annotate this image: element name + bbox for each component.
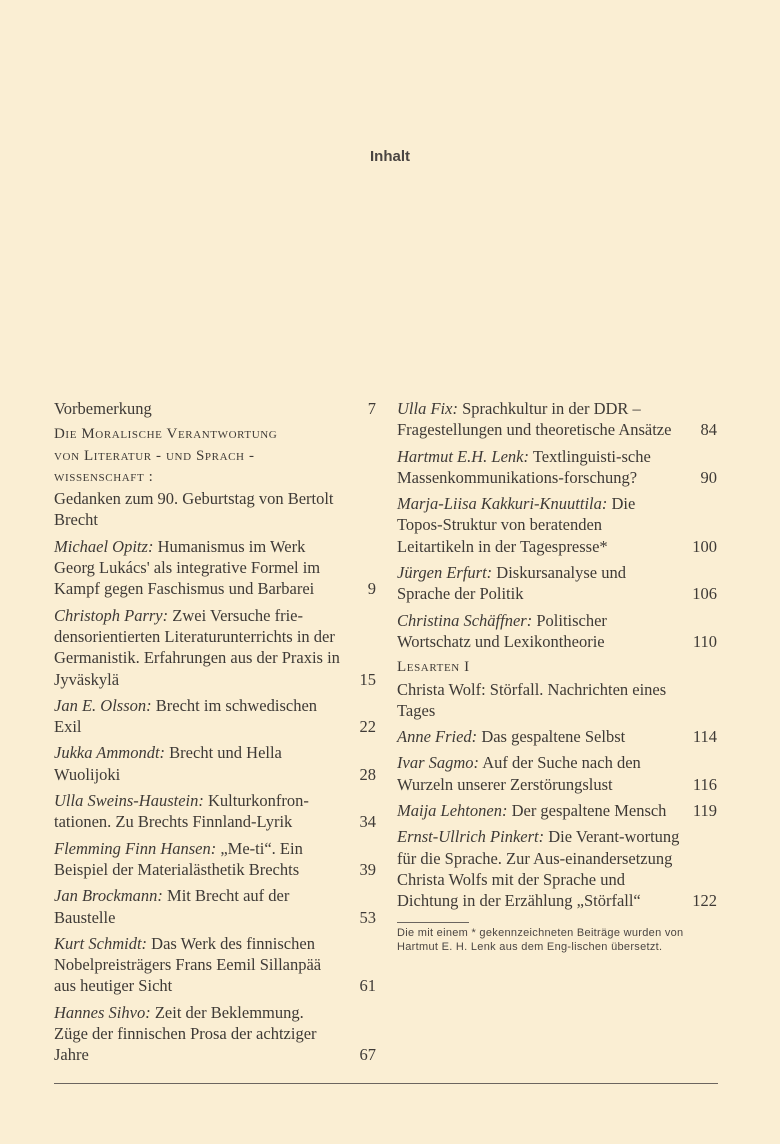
page-number: 61 bbox=[359, 976, 376, 996]
entry-author: Ulla Fix: bbox=[397, 399, 458, 418]
bottom-divider bbox=[54, 1083, 718, 1084]
entry-title: Brecht im schwedischen Exil bbox=[54, 695, 318, 737]
page-number: 34 bbox=[359, 812, 376, 832]
entry-author: Christoph Parry: bbox=[54, 605, 169, 625]
page-number: 100 bbox=[692, 536, 717, 556]
toc-entry bbox=[397, 752, 717, 795]
page-number: 119 bbox=[692, 801, 717, 821]
entry-title: Sprachkultur in der DDR – Fragestellungen und theoretische Ansätze bbox=[397, 399, 672, 440]
entry-title: Das gespaltene Selbst bbox=[481, 727, 626, 747]
page-number: 84 bbox=[700, 420, 717, 440]
entry-title: Die Topos-Struktur von beratenden Leitartikeln in der Tagespresse* bbox=[397, 494, 636, 556]
toc-entry bbox=[397, 493, 717, 557]
page-number: 106 bbox=[692, 584, 717, 604]
entry-author: Hartmut E.H. Lenk: bbox=[397, 446, 529, 466]
entry-title: Brecht und Hella Wuolijoki bbox=[54, 743, 282, 784]
page-number: 116 bbox=[692, 774, 717, 794]
entry-author: Flemming Finn Hansen: bbox=[54, 838, 217, 858]
page-title: Inhalt bbox=[370, 148, 410, 165]
entry-title: Auf der Suche nach den Wurzeln unserer Zerstörungslust bbox=[397, 753, 641, 794]
entry-title: Diskursanalyse und Sprache der Politik bbox=[397, 563, 626, 604]
entry-title: Zwei Versuche frie-densorientierten Literaturunterrichts in der Germanistik. Erfahrungen aus der Praxis in Jyväskylä bbox=[54, 605, 340, 689]
footnote: Die mit einem * gekennzeichneten Beiträge wurden von Hartmut E. H. Lenk aus dem Eng-lischen übersetzt. bbox=[397, 926, 684, 953]
entry-author: Christina Schäffner: bbox=[397, 610, 533, 630]
entry-title: Der gespaltene Mensch bbox=[511, 801, 667, 821]
toc-section bbox=[397, 657, 717, 721]
page-number: 53 bbox=[359, 907, 376, 927]
toc-entry bbox=[54, 933, 376, 997]
toc-left-column bbox=[54, 398, 376, 1071]
toc-entry bbox=[397, 826, 717, 911]
toc-entry bbox=[54, 838, 376, 881]
toc-entry bbox=[54, 536, 376, 600]
entry-author: Marja-Liisa Kakkuri-Knuuttila: bbox=[397, 494, 608, 514]
section-subtitle: Gedanken zum 90. Geburtstag von Bertolt Brecht bbox=[54, 489, 334, 530]
page-number: 67 bbox=[359, 1045, 376, 1065]
section-heading-line: Lesarten I bbox=[397, 659, 470, 676]
toc-entry bbox=[397, 610, 717, 653]
entry-author: Jan Brockmann: bbox=[54, 886, 163, 906]
toc-entry bbox=[397, 726, 717, 747]
toc-entry bbox=[54, 1002, 376, 1066]
toc-entry bbox=[54, 790, 376, 833]
entry-author: Jan E. Olsson: bbox=[54, 695, 152, 715]
section-subtitle: Christa Wolf: Störfall. Nachrichten eines Tages bbox=[397, 679, 667, 720]
entry-title: Humanismus im Werk Georg Lukács' als integrative Formel im Kampf gegen Faschismus und Barbarei bbox=[54, 536, 321, 599]
page-number: 122 bbox=[692, 891, 717, 911]
entry-title: Die Verant-wortung für die Sprache. Zur Aus-einandersetzung Christa Wolfs mit der Sprache und Dichtung in der Erzählung „Störfall“ bbox=[397, 827, 680, 911]
entry-title: Mit Brecht auf der Baustelle bbox=[54, 886, 290, 927]
toc-entry bbox=[397, 446, 717, 489]
toc-entry bbox=[54, 885, 376, 928]
entry-title: Zeit der Beklemmung. Züge der finnischen Prosa der achtziger Jahre bbox=[54, 1002, 317, 1065]
footnote-divider bbox=[397, 922, 469, 923]
entry-author: Ulla Sweins-Haustein: bbox=[54, 791, 204, 811]
entry-title: Textlinguisti-sche Massenkommunikations-forschung? bbox=[397, 446, 651, 487]
page-number: 90 bbox=[700, 467, 717, 487]
entry-title: „Me-ti“. Ein Beispiel der Materialästhetik Brechts bbox=[54, 838, 303, 879]
toc-entry bbox=[54, 605, 376, 690]
page-number: 114 bbox=[692, 727, 717, 747]
toc-entry bbox=[397, 562, 717, 605]
page-number: 110 bbox=[692, 631, 717, 651]
entry-author: Anne Fried: bbox=[397, 727, 478, 747]
page-number: 9 bbox=[367, 579, 376, 599]
toc-entry bbox=[54, 695, 376, 738]
page-number: 15 bbox=[359, 669, 376, 689]
toc-entry bbox=[397, 398, 717, 441]
toc-entry bbox=[397, 800, 717, 821]
entry-title: Kulturkonfron-tationen. Zu Brechts Finnland-Lyrik bbox=[54, 791, 309, 832]
entry-author: Maija Lehtonen: bbox=[397, 801, 508, 821]
entry-author: Michael Opitz: bbox=[54, 536, 154, 556]
page-number: 39 bbox=[359, 859, 376, 879]
page-number: 22 bbox=[359, 717, 376, 737]
entry-author: Jürgen Erfurt: bbox=[397, 563, 493, 583]
page-number: 28 bbox=[359, 764, 376, 784]
section-heading-line: Die Moralische Verantwortung bbox=[54, 426, 278, 443]
toc-entry bbox=[54, 398, 376, 419]
entry-author: Kurt Schmidt: bbox=[54, 933, 148, 953]
entry-title: Das Werk des finnischen Nobelpreisträgers Frans Eemil Sillanpää aus heutiger Sicht bbox=[54, 933, 322, 996]
section-heading-line: wissenschaft : bbox=[54, 468, 154, 485]
toc-section bbox=[54, 424, 376, 530]
toc-right-column bbox=[397, 398, 717, 954]
entry-author: Ivar Sagmo: bbox=[397, 753, 480, 773]
page-number: 7 bbox=[367, 399, 376, 418]
entry-title: Vorbemerkung bbox=[54, 399, 152, 418]
section-heading-line: von Literatur - und Sprach - bbox=[54, 447, 255, 464]
entry-author: Hannes Sihvo: bbox=[54, 1002, 151, 1022]
entry-author: Jukka Ammondt: bbox=[54, 743, 166, 763]
toc-entry bbox=[54, 742, 376, 785]
entry-title: Politischer Wortschatz und Lexikontheorie bbox=[397, 610, 607, 651]
entry-author: Ernst-Ullrich Pinkert: bbox=[397, 827, 545, 847]
